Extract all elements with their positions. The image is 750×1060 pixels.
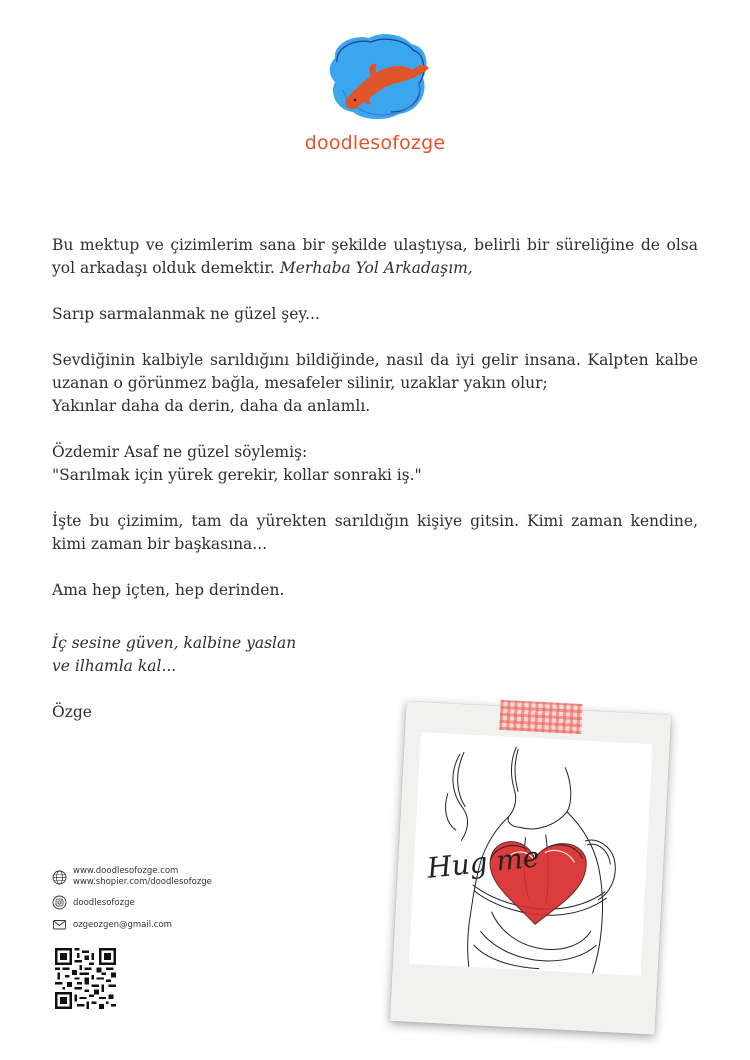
paragraph-2: Sarıp sarmalanmak ne güzel şey... xyxy=(52,305,320,323)
paragraph-6: Ama hep içten, hep derinden. xyxy=(52,581,285,599)
contact-block xyxy=(52,866,212,939)
closing-line-1: İç sesine güven, kalbine yaslan xyxy=(52,634,297,652)
email-address[interactable]: ozgeozgen@gmail.com xyxy=(73,919,172,930)
contact-web xyxy=(52,866,212,888)
paragraph-3-line-2: Yakınlar daha da derin, daha da anlamlı. xyxy=(52,397,371,415)
logo xyxy=(325,32,437,122)
paragraph-5: İşte bu çizimim, tam da yürekten sarıldığın kişiye gitsin. Kimi zaman kendine, kimi zaman bir başkasına... xyxy=(52,512,698,553)
washi-tape xyxy=(499,700,582,734)
letter-body xyxy=(52,234,698,747)
instagram-icon xyxy=(52,895,67,910)
closing-line-2: ve ilhamla kal... xyxy=(52,657,177,675)
polaroid-caption: Hug me xyxy=(425,840,541,885)
greeting: Merhaba Yol Arkadaşım, xyxy=(279,259,473,277)
website-link[interactable]: www.doodlesofozge.com xyxy=(73,866,179,876)
contact-instagram xyxy=(52,895,212,910)
qr-code xyxy=(55,948,116,1009)
closing xyxy=(52,632,698,678)
shop-link[interactable]: www.shopier.com/doodlesofozge xyxy=(73,877,212,887)
quote: "Sarılmak için yürek gerekir, kollar sonraki iş." xyxy=(52,466,422,484)
paragraph-4 xyxy=(52,441,698,487)
brand-name: doodlesofozge xyxy=(304,132,446,154)
instagram-handle[interactable]: doodlesofozge xyxy=(73,897,135,908)
globe-icon xyxy=(52,870,67,885)
contact-email xyxy=(52,917,212,932)
paragraph-3-line-1: Sevdiğinin kalbiyle sarıldığını bildiğinde, nasıl da iyi gelir insana. Kalpten kalbe uzanan o görünmez bağla, mesafeler silinir, uzaklar yakın olur; xyxy=(52,351,698,392)
intro-text: Bu mektup ve çizimlerim sana bir şekilde ulaştıysa, belirli bir süreliğine de olsa yol arkadaşı olduk demektir. xyxy=(52,236,698,277)
paragraph-4-line-1: Özdemir Asaf ne güzel söylemiş: xyxy=(52,443,308,461)
signature: Özge xyxy=(52,703,92,721)
paragraph-3 xyxy=(52,349,698,418)
paragraph-intro xyxy=(52,234,698,280)
mail-icon xyxy=(52,917,67,932)
